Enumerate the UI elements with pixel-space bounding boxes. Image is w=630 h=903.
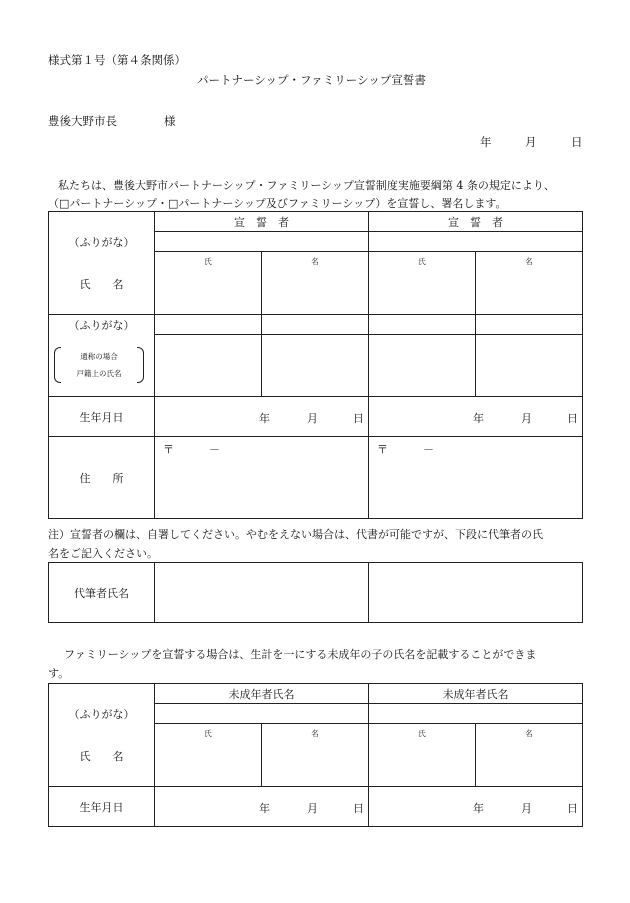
minor-name-label-cell (49, 684, 155, 787)
intro-line-2: （□パートナーシップ・□パートナーシップ及びファミリーシップ）を宣誓し、署名します。 (48, 197, 507, 210)
declarant-1-sei-field[interactable] (155, 252, 262, 315)
minor-2-furigana-field[interactable] (369, 704, 583, 724)
sei-label: 氏 (418, 257, 426, 267)
addressee: 豊後大野市長 (48, 114, 117, 128)
declarant-1-header: 宣 誓 者 (155, 212, 369, 232)
birth-day-label: 日 (353, 801, 364, 815)
alias-label-2: 戸籍上の氏名 (76, 369, 122, 378)
date-day-label: 日 (571, 135, 583, 149)
declarant-2-sei-field[interactable] (369, 252, 476, 315)
postal-dash: － (423, 443, 434, 456)
declarant-1-alias-sei-furigana[interactable] (155, 315, 262, 335)
minor-1-sei-field[interactable] (155, 724, 262, 787)
family-line-2: す。 (48, 667, 70, 680)
mei-label: 名 (525, 257, 533, 267)
declarant-1-alias-sei-field[interactable] (155, 335, 262, 397)
minor-1-birthdate-field[interactable] (155, 787, 369, 827)
birth-month-label: 月 (307, 411, 318, 425)
note-line-1: 注）宣誓者の欄は、自署してください。やむをえない場合は、代書が可能ですが、下段に代筆者の氏 (48, 528, 543, 541)
declarant-2-furigana-field[interactable] (369, 232, 583, 252)
date-year-label: 年 (480, 135, 492, 149)
declarant-1-alias-mei-field[interactable] (262, 335, 369, 397)
name-label-cell (49, 212, 155, 315)
mei-label: 名 (311, 729, 319, 739)
birth-year-label: 年 (259, 801, 270, 815)
minor-2-mei-field[interactable] (476, 724, 583, 787)
birth-day-label: 日 (353, 411, 364, 425)
birth-day-label: 日 (567, 801, 578, 815)
birth-month-label: 月 (521, 801, 532, 815)
declarant-2-alias-mei-furigana[interactable] (476, 315, 583, 335)
postal-dash: － (209, 443, 220, 456)
declarant-2-alias-mei-field[interactable] (476, 335, 583, 397)
declarant-2-mei-field[interactable] (476, 252, 583, 315)
date-month-label: 月 (525, 135, 537, 149)
minor-birthdate-label: 生年月日 (49, 787, 155, 827)
birth-year-label: 年 (259, 411, 270, 425)
family-line-1: ファミリーシップを宣誓する場合は、生計を一にする未成年の子の氏名を記載することができま (64, 648, 537, 661)
birth-month-label: 月 (521, 411, 532, 425)
address-label: 住 所 (49, 437, 155, 519)
note-line-2: 名をご記入ください。 (48, 547, 158, 560)
proxy-table (48, 562, 583, 623)
birth-year-label: 年 (473, 411, 484, 425)
minor-table (48, 683, 583, 827)
mei-label: 名 (311, 257, 319, 267)
sei-label: 氏 (204, 729, 212, 739)
alias-bracket (54, 347, 144, 383)
sei-label: 氏 (204, 257, 212, 267)
declarant-1-mei-field[interactable] (262, 252, 369, 315)
minor-1-header: 未成年者氏名 (155, 684, 369, 704)
alias-furigana-label: （ふりがな） (68, 319, 135, 332)
declarant-1-furigana-field[interactable] (155, 232, 369, 252)
addressee-honorific: 様 (164, 114, 176, 128)
minor-1-mei-field[interactable] (262, 724, 369, 787)
declarant-table (48, 211, 583, 519)
declarant-1-alias-mei-furigana[interactable] (262, 315, 369, 335)
birthdate-label: 生年月日 (49, 397, 155, 437)
postal-mark: 〒 (163, 443, 174, 456)
minor-furigana-label: （ふりがな） (68, 708, 135, 721)
name-label: 氏 名 (79, 278, 124, 291)
proxy-name-field-1[interactable] (155, 563, 369, 623)
birth-year-label: 年 (473, 801, 484, 815)
declarant-2-alias-sei-field[interactable] (369, 335, 476, 397)
document-title: パートナーシップ・ファミリーシップ宣誓書 (197, 73, 426, 87)
minor-2-birthdate-field[interactable] (369, 787, 583, 827)
declarant-2-birthdate-field[interactable] (369, 397, 583, 437)
minor-1-furigana-field[interactable] (155, 704, 369, 724)
declarant-2-address-field[interactable] (369, 437, 583, 519)
minor-2-header: 未成年者氏名 (369, 684, 583, 704)
birth-month-label: 月 (307, 801, 318, 815)
intro-line-1: 私たちは、豊後大野市パートナーシップ・ファミリーシップ宣誓制度実施要綱第 4 条の規定により、 (58, 179, 555, 192)
sei-label: 氏 (418, 729, 426, 739)
alias-label-cell (49, 315, 155, 397)
minor-name-label: 氏 名 (79, 750, 124, 763)
proxy-name-label: 代筆者氏名 (49, 563, 155, 623)
form-number: 様式第１号（第４条関係） (48, 53, 186, 67)
declarant-2-header: 宣 誓 者 (369, 212, 583, 232)
furigana-label: （ふりがな） (68, 236, 135, 249)
postal-mark: 〒 (377, 443, 388, 456)
birth-day-label: 日 (567, 411, 578, 425)
mei-label: 名 (525, 729, 533, 739)
proxy-name-field-2[interactable] (369, 563, 583, 623)
declarant-2-alias-sei-furigana[interactable] (369, 315, 476, 335)
declarant-1-address-field[interactable] (155, 437, 369, 519)
alias-label-1: 通称の場合 (80, 352, 118, 361)
minor-2-sei-field[interactable] (369, 724, 476, 787)
declarant-1-birthdate-field[interactable] (155, 397, 369, 437)
